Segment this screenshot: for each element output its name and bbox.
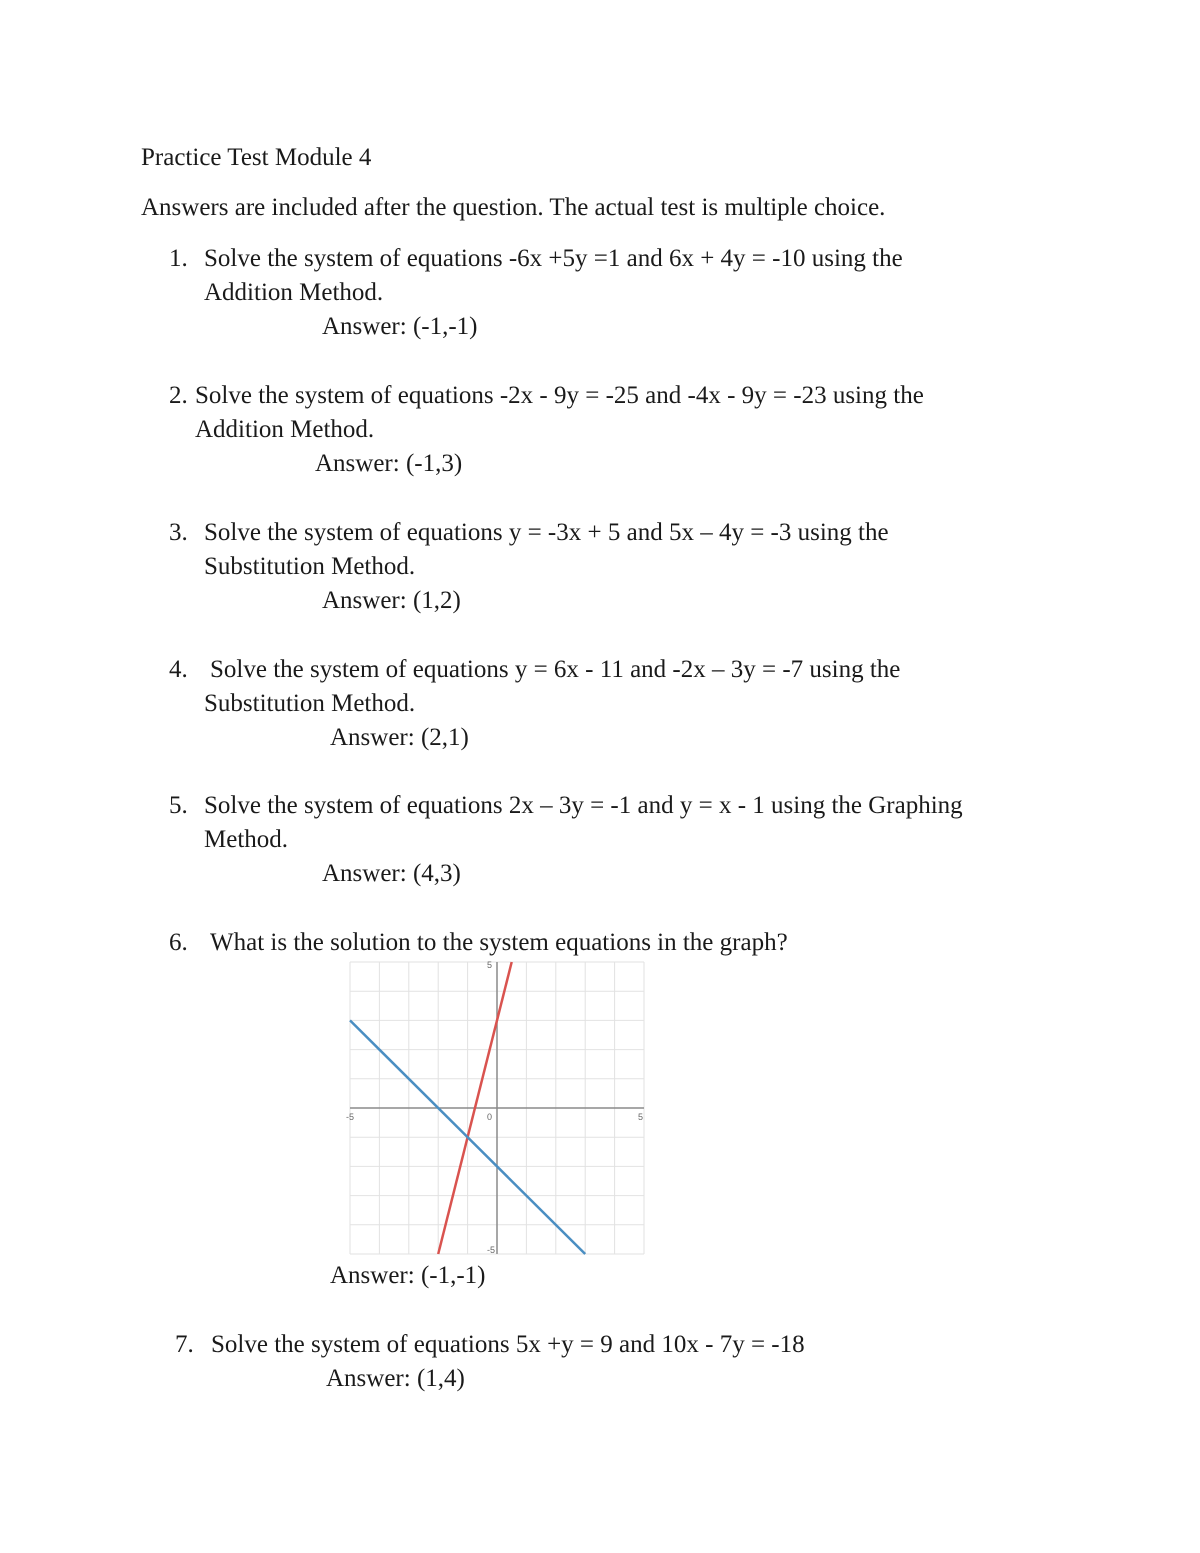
- question-1-number: 1.: [169, 245, 188, 272]
- question-3-text-cont: Substitution Method.: [204, 553, 416, 580]
- question-6-number: 6.: [169, 929, 188, 956]
- question-5-number: 5.: [169, 792, 188, 819]
- question-2-number: 2.: [169, 382, 188, 409]
- question-7-number: 7.: [175, 1331, 194, 1358]
- question-4-text-cont: Substitution Method.: [204, 690, 416, 717]
- question-5-text-cont: Method.: [204, 826, 289, 853]
- question-6-text: What is the solution to the system equations in the graph?: [210, 929, 788, 956]
- question-3-answer: Answer: (1,2): [322, 587, 461, 614]
- question-6-answer: Answer: (-1,-1): [330, 1262, 486, 1289]
- tick-label-x-min: -5: [346, 1112, 355, 1122]
- question-4-text: Solve the system of equations y = 6x - 11 and -2x – 3y = -7 using the: [210, 656, 901, 683]
- question-1-text: Solve the system of equations -6x +5y =1 and 6x + 4y = -10 using the: [204, 245, 903, 272]
- question-2-answer: Answer: (-1,3): [315, 450, 463, 477]
- question-2-text: Solve the system of equations -2x - 9y = -25 and -4x - 9y = -23 using the: [195, 382, 924, 409]
- system-graph: [346, 960, 644, 1255]
- question-5-text: Solve the system of equations 2x – 3y = -1 and y = x - 1 using the Graphing: [204, 792, 963, 819]
- document-title: Practice Test Module 4: [141, 144, 372, 171]
- tick-label-y-min: -5: [487, 1245, 496, 1255]
- question-2-text-cont: Addition Method.: [195, 416, 375, 443]
- question-7-answer: Answer: (1,4): [326, 1365, 465, 1392]
- tick-label-x-max: 5: [638, 1112, 644, 1122]
- question-3-number: 3.: [169, 519, 188, 546]
- question-1-answer: Answer: (-1,-1): [322, 313, 478, 340]
- tick-label-y-max: 5: [487, 960, 493, 970]
- question-3-text: Solve the system of equations y = -3x + 5 and 5x – 4y = -3 using the: [204, 519, 889, 546]
- tick-label-origin: 0: [487, 1112, 493, 1122]
- question-5-answer: Answer: (4,3): [322, 860, 461, 887]
- question-4-answer: Answer: (2,1): [330, 724, 469, 751]
- question-7-text: Solve the system of equations 5x +y = 9 and 10x - 7y = -18: [211, 1331, 805, 1358]
- question-1-text-cont: Addition Method.: [204, 279, 384, 306]
- intro-text: Answers are included after the question. The actual test is multiple choice.: [141, 194, 886, 221]
- question-4-number: 4.: [169, 656, 188, 683]
